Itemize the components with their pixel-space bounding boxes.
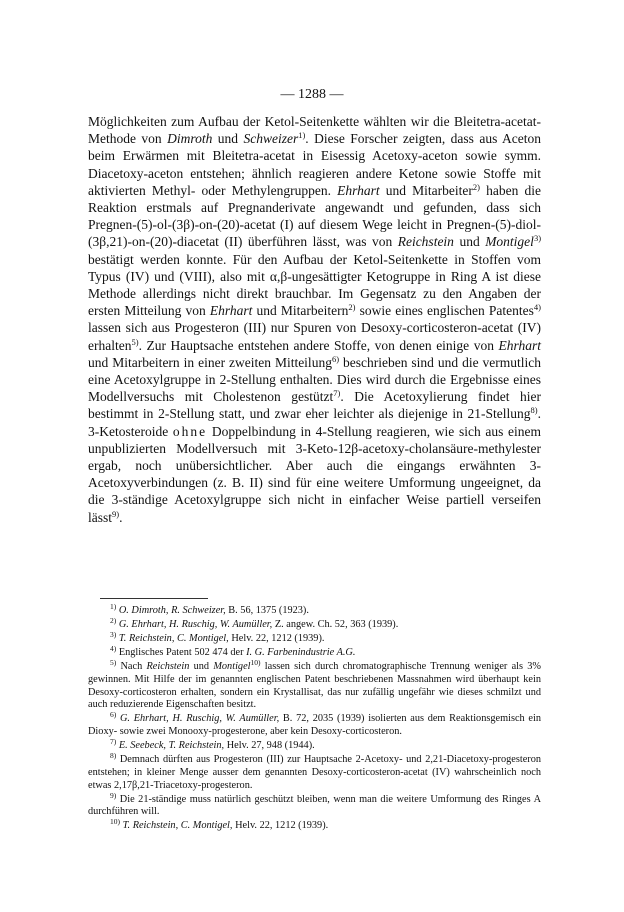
footnote-ref: 7) bbox=[333, 388, 341, 399]
footnote-7: $^{7)}$ E. Seebeck, T. Reichstein, Helv. 27, 948 (1944). bbox=[110, 737, 315, 752]
footnote-ref: 2) bbox=[472, 181, 480, 192]
footnote-10: $^{10)}$ T. Reichstein, C. Montigel, Helv. 22, 1212 (1939). bbox=[110, 817, 329, 832]
author-name: Dimroth bbox=[167, 131, 213, 147]
author-name: Reichstein bbox=[397, 234, 454, 250]
author-name: Montigel bbox=[485, 234, 534, 250]
footnote-ref: 6) bbox=[331, 353, 340, 364]
footnote-2: $^{2)}$ G. Ehrhart, H. Ruschig, W. Aumüller, Z. angew. Ch. 52, 363 (1939). bbox=[110, 615, 399, 630]
footnote-ref: 1) bbox=[298, 130, 306, 141]
body-paragraph: Möglichkeiten zum Aufbau der Ketol-Seitenkette wählten wir die Bleitetra-acetat-Methode von Dimroth und Schweizer$^{1)}$. Diese Forscher zeigten, dass aus Aceton beim Erwärmen mit Bleitetra-acetat in Eisessig Acetoxy-aceton sowie symm. Diacetoxy-aceton entstehen; ähnlich reagieren andere Ketone sowie Stoffe mit aktivierten Methyl- oder Methylengruppen. Ehrhart und Mitarbeiter$^{2)}$ haben die Reaktion erstmals auf Pregnanderivate angewandt und gefunden, dass sich Pregnen-(5)-ol-(3β)-on-(20)-acetat (I) auf diesem Wege leicht in Pregnen-(5)-diol-(3β,21)-on-(20)-diacetat (II) überführen lässt, was von Reichstein und Montigel$^{3)}$ bestätigt werden konnte. Für den Aufbau der Ketol-Seitenkette in Stoffen vom Typus (IV) und (VIII), also mit α,β-ungesättigter Ketogruppe in Ring A ist diese Methode allerdings nicht direkt brauchbar. Im Gegensatz zu den Angaben der ersten Mitteilung von Ehrhart und Mitarbeitern$^{2)}$ sowie eines englischen Patentes$^{4)}$ lassen sich aus Progesteron (III) nur Spuren von Desoxy-corticosteron-acetat (IV) erhalten$^{5)}$. Zur Hauptsache entstehen andere Stoffe, von denen einige von Ehrhart und Mitarbeitern in einer zweiten Mitteilung$^{6)}$ beschrieben sind und die vermutlich eine Acetoxylgruppe in 2-Stellung enthalten. Dies wird durch die Ergebnisse eines Modellversuchs mit Cholestenon gestützt$^{7)}$. Die Acetoxylierung findet hier bestimmt in 2-Stellung statt, und zwar eher leichter als diejenige in 21-Stellung$^{8)}$. 3-Ketosteroide ohne Doppelbindung in 4-Stellung reagieren, wie sich aus einem unpublizierten Modellversuch mit 3-Keto-12β-acetoxy-cholansäure-methylester ergab, noch unübersichtlicher. Aber auch die eingangs erwähnten 3-Acetoxyverbindungen (z. B. II) sind für eine weitere Umformung ungeeignet, da die 3-ständige Acetoxylgruppe sich nicht in einfacher Weise partiell verseifen lässt$^{9)}$. bbox=[88, 114, 542, 525]
footnote-rule bbox=[100, 598, 208, 599]
spaced-emphasis: ohne bbox=[172, 423, 208, 439]
footnote-ref: 8) bbox=[530, 405, 538, 416]
footnote-ref: 3) bbox=[533, 233, 542, 244]
footnote-9: $^{9)}$ Die 21-ständige muss natürlich geschützt bleiben, wenn man die weitere Umformung des Ringes A durchführen will. bbox=[88, 790, 542, 818]
footnote-8: $^{8)}$ Demnach dürften aus Progesteron (III) zur Hauptsache 2-Acetoxy- und 2,21-Diacetoxy-progesteron entstehen; in kleiner Menge ausser dem genannten Desoxy-corticosteron-acetat (IV) wahrscheinlich noch etwas 2,17β,21-Triacetoxy-progesteron. bbox=[88, 751, 541, 791]
footnote-ref: 4) bbox=[533, 302, 541, 313]
footnote-4: $^{4)}$ Englisches Patent 502 474 der I. G. Farbenindustrie A.G. bbox=[110, 643, 356, 658]
footnote-6: $^{6)}$ G. Ehrhart, H. Ruschig, W. Aumüller, B. 72, 2035 (1939) isolierten aus dem Reaktionsgemisch ein Dioxy- sowie zwei Monooxy-progesterone, aber kein Desoxy-corticosteron. bbox=[88, 710, 541, 738]
author-name: Schweizer bbox=[243, 131, 299, 147]
footnote-ref: 2) bbox=[348, 302, 356, 313]
page-number: — 1288 — bbox=[280, 87, 344, 102]
author-name: Ehrhart bbox=[337, 182, 380, 198]
footnote-ref: 5) bbox=[131, 336, 139, 347]
author-name: Ehrhart bbox=[498, 337, 541, 353]
footnote-list bbox=[88, 602, 542, 834]
author-name: Ehrhart bbox=[209, 303, 253, 319]
footnote-1: $^{1)}$ O. Dimroth, R. Schweizer, B. 56, 1375 (1923). bbox=[110, 602, 309, 616]
footnote-3: $^{3)}$ T. Reichstein, C. Montigel, Helv. 22, 1212 (1939). bbox=[110, 629, 325, 644]
footnote-5: $^{5)}$ Nach Reichstein und Montigel$^{10)}$ lassen sich durch chromatographische Trennung weniger als 3% gewinnen. Mit Hilfe der im genannten englischen Patent beschriebenen Massnahmen wird überhaupt kein Desoxy-corticosteron erhalten, sondern ein Krystallisat, das nur zufällig ungefähr wie dieses schmilzt und auch reduzierende Eigenschaften besitzt. bbox=[88, 657, 541, 711]
footnote-ref: 9) bbox=[112, 508, 120, 519]
